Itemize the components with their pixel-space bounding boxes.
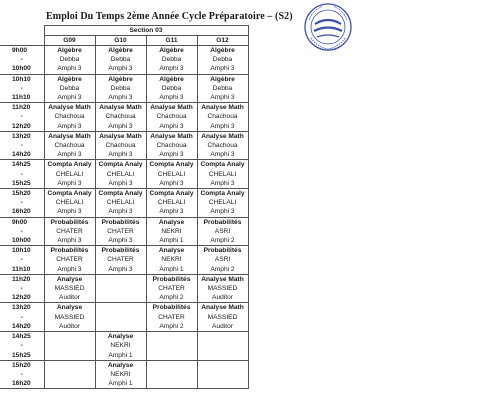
course-cell	[95, 217, 146, 246]
course-room: Auditor	[59, 322, 80, 330]
course-room: Amphi 3	[108, 65, 133, 73]
table-row	[0, 274, 248, 303]
course-subject: Algèbre	[108, 47, 133, 54]
section-header: Section 03	[44, 26, 248, 36]
course-cell	[146, 246, 197, 275]
course-cell	[146, 217, 197, 246]
course-room: Auditor	[212, 322, 233, 330]
course-teacher: Chachoua	[105, 113, 136, 121]
course-teacher: NEKRI	[161, 256, 182, 264]
course-room: Amphi 3	[57, 94, 82, 102]
course-teacher: CHATER	[158, 313, 185, 321]
course-room: Amphi 3	[57, 151, 82, 159]
course-subject: Analyse Math	[201, 132, 244, 140]
course-cell	[44, 246, 95, 275]
course-subject: Compta Analy	[200, 190, 245, 198]
slot-start-time: 13h20	[12, 132, 31, 140]
course-room: Amphi 2	[210, 237, 235, 245]
course-subject: Analyse	[56, 304, 83, 312]
table-row	[0, 189, 248, 218]
slot-dash: -	[20, 285, 23, 293]
course-cell	[95, 131, 146, 160]
course-room: Amphi 3	[57, 65, 82, 73]
course-cell	[146, 103, 197, 132]
course-room: Amphi 1	[159, 265, 184, 273]
table-row	[0, 246, 248, 275]
course-subject: Analyse Math	[99, 132, 142, 140]
table-row	[0, 46, 248, 75]
course-room: Amphi 3	[57, 237, 82, 245]
course-room: Amphi 3	[108, 179, 133, 187]
course-teacher: CHELALI	[157, 199, 186, 207]
course-teacher: NEKRI	[161, 227, 182, 235]
course-cell	[146, 274, 197, 303]
course-subject: Probabilités	[50, 218, 89, 226]
table-row	[0, 160, 248, 189]
course-cell	[197, 160, 248, 189]
course-subject: Compta Analy	[47, 161, 92, 169]
course-room: Amphi 1	[108, 351, 133, 359]
course-cell	[197, 189, 248, 218]
course-room: Auditor	[212, 294, 233, 302]
slot-start-time: 10h10	[12, 75, 31, 83]
course-teacher: MASSIED	[54, 313, 85, 321]
slot-start-time: 14h25	[12, 161, 31, 169]
course-teacher: Debba	[110, 56, 131, 64]
course-subject: Analyse Math	[48, 104, 91, 112]
slot-end-time: 12h20	[12, 294, 31, 302]
course-subject: Analyse	[107, 333, 134, 341]
course-teacher: CHELALI	[55, 199, 84, 207]
group-header-g11: G11	[146, 36, 197, 46]
course-subject: Compta Analy	[98, 190, 143, 198]
time-slot	[0, 303, 44, 332]
slot-end-time: 14h20	[12, 322, 31, 330]
course-room: Amphi 3	[57, 122, 82, 130]
course-cell	[44, 332, 95, 361]
course-cell	[197, 103, 248, 132]
course-cell	[95, 103, 146, 132]
course-cell	[197, 131, 248, 160]
slot-start-time: 11h20	[12, 275, 31, 283]
page-title: Emploi Du Temps 2ème Année Cycle Préparatoire – (S2)	[46, 11, 293, 22]
course-subject: Compta Analy	[149, 190, 194, 198]
course-room: Amphi 3	[57, 208, 82, 216]
course-cell	[44, 189, 95, 218]
time-slot	[0, 360, 44, 389]
course-room: Amphi 3	[210, 208, 235, 216]
course-teacher: MASSIED	[54, 285, 85, 293]
group-header-g09: G09	[44, 36, 95, 46]
course-room: Amphi 3	[57, 265, 82, 273]
course-subject: Algèbre	[159, 75, 184, 83]
course-room: Amphi 3	[108, 94, 133, 102]
slot-dash: -	[20, 256, 23, 264]
time-slot	[0, 246, 44, 275]
course-subject: Probabilités	[152, 275, 191, 283]
slot-start-time: 15h20	[12, 361, 31, 369]
course-room: Amphi 3	[159, 151, 184, 159]
table-row	[0, 131, 248, 160]
course-cell	[95, 246, 146, 275]
course-cell	[146, 303, 197, 332]
course-room: Amphi 3	[159, 122, 184, 130]
slot-dash: -	[20, 170, 23, 178]
course-teacher: CHELALI	[208, 199, 237, 207]
slot-end-time: 11h10	[12, 265, 31, 273]
slot-end-time: 10h00	[12, 65, 31, 73]
slot-dash: -	[20, 313, 23, 321]
course-teacher: Debba	[212, 84, 233, 92]
course-cell	[197, 74, 248, 103]
course-cell	[95, 189, 146, 218]
course-subject: Probabilités	[203, 247, 242, 255]
slot-dash: -	[20, 142, 23, 150]
course-teacher: CHELALI	[106, 170, 135, 178]
course-teacher: Debba	[161, 84, 182, 92]
course-cell	[197, 217, 248, 246]
course-teacher: Chachoua	[105, 142, 136, 150]
course-subject: Analyse Math	[201, 275, 244, 283]
course-subject: Probabilités	[203, 218, 242, 226]
course-teacher: CHELALI	[157, 170, 186, 178]
course-cell	[146, 46, 197, 75]
course-room: Amphi 3	[57, 179, 82, 187]
course-room: Amphi 2	[159, 294, 184, 302]
course-teacher: NEKRI	[110, 342, 131, 350]
table-row	[0, 217, 248, 246]
course-subject: Analyse Math	[48, 132, 91, 140]
course-cell	[95, 303, 146, 332]
course-subject: Algèbre	[57, 47, 82, 54]
course-teacher: ASRI	[214, 256, 231, 264]
course-teacher: CHELALI	[208, 170, 237, 178]
course-cell	[146, 160, 197, 189]
time-slot	[0, 332, 44, 361]
course-teacher: Chachoua	[207, 142, 238, 150]
slot-end-time: 11h10	[12, 94, 31, 102]
course-room: Amphi 3	[108, 237, 133, 245]
course-room: Amphi 3	[108, 151, 133, 159]
time-slot	[0, 217, 44, 246]
course-teacher: CHELALI	[55, 170, 84, 178]
course-cell	[44, 360, 95, 389]
slot-start-time: 10h10	[12, 247, 31, 255]
course-teacher: Debba	[212, 56, 233, 64]
slot-start-time: 13h20	[12, 304, 31, 312]
table-row	[0, 303, 248, 332]
time-slot	[0, 189, 44, 218]
course-cell	[197, 246, 248, 275]
course-teacher: Chachoua	[156, 113, 187, 121]
course-room: Amphi 2	[210, 265, 235, 273]
course-room: Amphi 1	[159, 237, 184, 245]
slot-end-time: 12h20	[12, 122, 31, 130]
slot-start-time: 11h20	[12, 104, 31, 112]
course-subject: Probabilités	[50, 247, 89, 255]
slot-end-time: 14h20	[12, 151, 31, 159]
slot-dash: -	[20, 56, 23, 64]
course-teacher: NEKRI	[110, 370, 131, 378]
course-subject: Analyse	[107, 361, 134, 369]
course-cell	[44, 74, 95, 103]
course-room: Amphi 3	[108, 265, 133, 273]
course-teacher: CHATER	[158, 285, 185, 293]
course-room: Amphi 3	[210, 94, 235, 102]
slot-start-time: 9h00	[12, 47, 28, 54]
time-slot	[0, 103, 44, 132]
table-row	[0, 103, 248, 132]
course-subject: Probabilités	[101, 247, 140, 255]
slot-dash: -	[20, 84, 23, 92]
course-cell	[44, 160, 95, 189]
course-cell	[95, 332, 146, 361]
course-room: Amphi 3	[159, 208, 184, 216]
course-subject: Analyse Math	[99, 104, 142, 112]
slot-end-time: 15h25	[12, 351, 31, 359]
course-cell	[146, 131, 197, 160]
course-room: Auditor	[59, 294, 80, 302]
course-room: Amphi 3	[210, 122, 235, 130]
course-cell	[95, 274, 146, 303]
course-teacher: Debba	[161, 56, 182, 64]
slot-start-time: 15h20	[12, 190, 31, 198]
course-teacher: MASSIED	[207, 285, 238, 293]
course-cell	[95, 160, 146, 189]
course-subject: Analyse Math	[201, 304, 244, 312]
table-row	[0, 74, 248, 103]
course-subject: Analyse	[158, 247, 185, 255]
course-subject: Probabilités	[152, 304, 191, 312]
course-cell	[95, 360, 146, 389]
time-slot	[0, 131, 44, 160]
slot-end-time: 16h20	[12, 208, 31, 216]
course-subject: Algèbre	[108, 75, 133, 83]
course-teacher: Debba	[110, 84, 131, 92]
course-room: Amphi 1	[108, 380, 133, 388]
course-teacher: CHATER	[107, 227, 134, 235]
time-slot	[0, 46, 44, 75]
course-subject: Analyse Math	[150, 132, 193, 140]
course-subject: Compta Analy	[98, 161, 143, 169]
course-cell	[44, 103, 95, 132]
course-cell	[146, 360, 197, 389]
course-cell	[146, 332, 197, 361]
course-teacher: CHATER	[107, 256, 134, 264]
course-teacher: CHELALI	[106, 199, 135, 207]
course-teacher: MASSIED	[207, 313, 238, 321]
course-teacher: Debba	[59, 84, 80, 92]
course-cell	[95, 46, 146, 75]
course-teacher: CHATER	[56, 256, 83, 264]
corner-cell	[0, 26, 44, 46]
course-room: Amphi 3	[108, 122, 133, 130]
course-subject: Compta Analy	[47, 190, 92, 198]
course-cell	[197, 46, 248, 75]
course-room: Amphi 3	[108, 208, 133, 216]
course-room: Amphi 3	[159, 94, 184, 102]
course-room: Amphi 3	[210, 179, 235, 187]
course-cell	[197, 332, 248, 361]
slot-dash: -	[20, 342, 23, 350]
timetable	[0, 25, 249, 389]
course-subject: Compta Analy	[200, 161, 245, 169]
group-header-g10: G10	[95, 36, 146, 46]
group-header-g12: G12	[197, 36, 248, 46]
course-room: Amphi 3	[159, 179, 184, 187]
slot-dash: -	[20, 227, 23, 235]
slot-dash: -	[20, 199, 23, 207]
course-cell	[44, 131, 95, 160]
slot-dash: -	[20, 370, 23, 378]
slot-dash: -	[20, 113, 23, 121]
course-teacher: Chachoua	[54, 113, 85, 121]
course-cell	[44, 303, 95, 332]
course-room: Amphi 3	[210, 151, 235, 159]
course-teacher: Chachoua	[156, 142, 187, 150]
course-subject: Algèbre	[210, 75, 235, 83]
time-slot	[0, 160, 44, 189]
course-cell	[197, 274, 248, 303]
course-cell	[44, 46, 95, 75]
course-teacher: CHATER	[56, 227, 83, 235]
slot-end-time: 10h00	[12, 237, 31, 245]
course-subject: Compta Analy	[149, 161, 194, 169]
course-teacher: Chachoua	[54, 142, 85, 150]
course-subject: Analyse Math	[201, 104, 244, 112]
table-row	[0, 332, 248, 361]
course-cell	[95, 74, 146, 103]
course-subject: Algèbre	[159, 47, 184, 54]
slot-start-time: 9h00	[12, 218, 28, 226]
course-cell	[197, 360, 248, 389]
course-cell	[197, 303, 248, 332]
time-slot	[0, 74, 44, 103]
course-subject: Analyse	[158, 218, 185, 226]
course-cell	[44, 217, 95, 246]
time-slot	[0, 274, 44, 303]
course-cell	[146, 189, 197, 218]
course-teacher: ASRI	[214, 227, 231, 235]
official-stamp-icon	[303, 2, 353, 52]
course-subject: Probabilités	[101, 218, 140, 226]
table-row	[0, 360, 248, 389]
course-room: Amphi 3	[210, 65, 235, 73]
slot-end-time: 16h20	[12, 380, 31, 388]
course-teacher: Debba	[59, 56, 80, 64]
course-subject: Algèbre	[210, 47, 235, 54]
course-subject: Algèbre	[57, 75, 82, 83]
slot-end-time: 15h25	[12, 179, 31, 187]
course-cell	[44, 274, 95, 303]
course-room: Amphi 2	[159, 322, 184, 330]
course-cell	[146, 74, 197, 103]
course-subject: Analyse Math	[150, 104, 193, 112]
course-subject: Analyse	[56, 275, 83, 283]
slot-start-time: 14h25	[12, 333, 31, 341]
course-teacher: Chachoua	[207, 113, 238, 121]
course-room: Amphi 3	[159, 65, 184, 73]
